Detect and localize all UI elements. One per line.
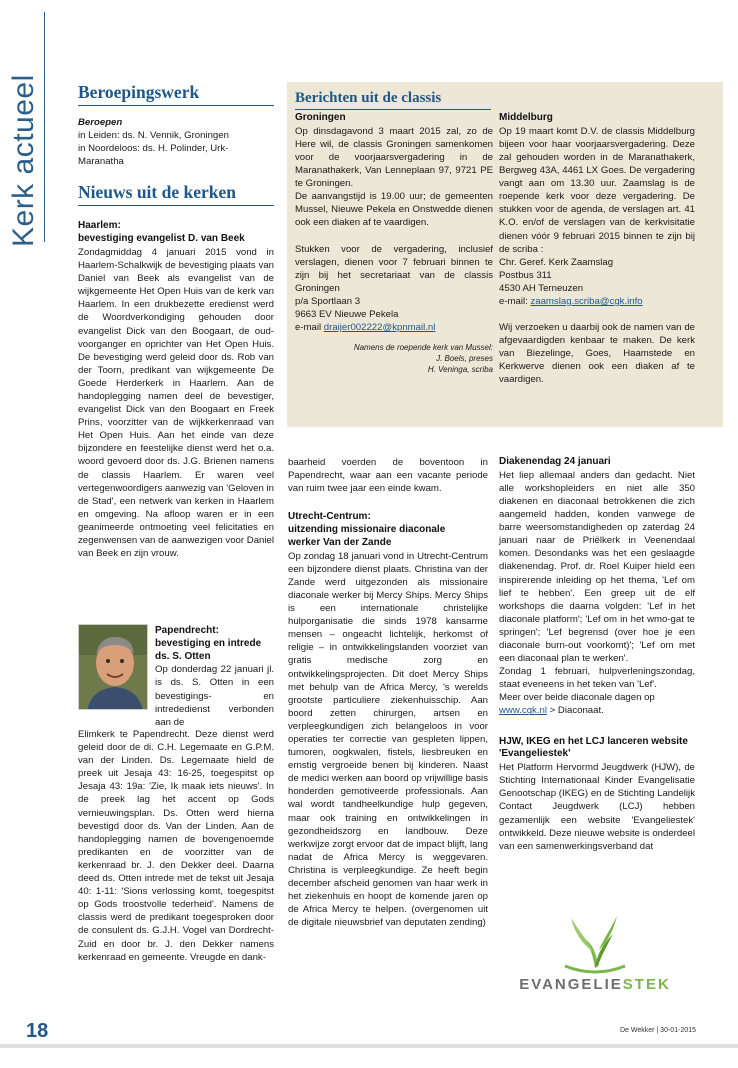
evangeliestek-logo — [498, 906, 692, 996]
haarlem-body: Zondagmiddag 4 januari 2015 vond in Haarlem-Schalkwijk de bevestiging plaats van Daniel van Beek als evangelist van de wijkgemeente Het Open Huis van de kerk van Haarlem. In een drukbezette eredienst werd de Woordverkondiging gehouden door evangelist Dick van den Boogaart, de oud-voorganger en oprichter van Het Open Huis. De bevestiging werd geleid door ds. Rob van der Toorn, predikant van wijkgemeente De Goede Herderkerk in Haarlem. Aan de handoplegging namen deel de bevestiger, evangelist Dick van den Boogaart en Freek Prins, voorzitter van de wijkkerkenraad van Het Open Huis. Aan het einde van deze bijzondere en feestelijke dienst werd het o.a. woord gevoerd door ds. J.G. Brienen namens de classis Haarlem. Er waren veel vertegenwoordigers aanwezig van 'Geloven in de Stad', een netwerk van kerken in Haarlem en omgeving. Na afloop waren er in een geanimeerde ontmoeting veel felicitaties en zegenwensen van de aanwezigen voor Daniel van Beek en zijn vrouw. — [78, 246, 274, 560]
cgk-link[interactable]: www.cgk.nl — [499, 705, 547, 717]
groningen-body-2: De aanvangstijd is 19.00 uur; de gemeenten Mussel, Nieuwe Pekela en Onstwedde dienen ook een diaken af te vaardigen. — [295, 191, 493, 229]
groningen-sign-3: H. Veninga, scriba — [427, 365, 493, 375]
side-rule — [44, 12, 45, 242]
groningen-body-3: Stukken voor de vergadering, inclusief verslagen, dienen voor 7 februari binnen te zijn bij het secretariaat van de classis Groningen — [295, 243, 493, 294]
nieuws-heading: Nieuws uit de kerken — [78, 182, 236, 203]
papendrecht-heading-3: ds. S. Otten — [155, 650, 211, 662]
utrecht-heading-1: Utrecht-Centrum: — [288, 511, 371, 523]
middle-column — [288, 456, 488, 929]
groningen-body-1: Op dinsdagavond 3 maart 2015 zal, zo de Here wil, de classis Groningen samenkomen voor de voorjaarsvergadering in de Maranathakerk, Van Lenneplaan 97, 9721 PE te Groningen. — [295, 125, 493, 190]
hjw-heading-1: HJW, IKEG en het LCJ lanceren website — [499, 735, 688, 747]
middelburg-address-3: 4530 AH Terneuzen — [499, 282, 584, 294]
page-number: 18 — [26, 1020, 49, 1042]
middelburg-heading: Middelburg — [499, 112, 553, 123]
heading-rule — [78, 205, 274, 206]
groningen-heading: Groningen — [295, 112, 346, 123]
portrait-photo — [78, 624, 148, 710]
beroepingswerk-heading: Beroepingswerk — [78, 82, 200, 102]
groningen-email-line — [295, 321, 493, 334]
haarlem-heading-2: bevestiging evangelist D. van Beek — [78, 233, 245, 245]
diakenendag-body-3 — [499, 691, 695, 717]
logo-text-green: STEK — [622, 976, 671, 993]
groningen-block — [295, 112, 493, 375]
utrecht-body: Op zondag 18 januari vond in Utrecht-Centrum een bijzondere dienst plaats. Christina van der Zande werd uitgezonden als missionaire diaconale werker bij Mercy Ships. Mercy Ships is een internationale christelijke hulporganisatie die sinds 1978 kansarme mensen – ongeacht lichtelijk, herkomst of religie – in ontwikkelingslanden voorziet van gratis medische zorg en ontwikkelingsprojecten. Dit doet Mercy Ships met behulp van de Africa Mercy, 's werelds grootste particuliere ziekenhuisschip. Aan boord zetten chirurgen, artsen en verpleegkundigen zich belangeloos in voor operaties ter correctie van gespleten lippen, tumoren, oogkwalen, fistels, liesbreuken en ernstig vergroeide benen bij kinderen. Naast de medici werken aan boord op vrijwillige basis honderden gemotiveerde professionals. Aan wal wordt tandheelkundige hulp gegeven, maar ook training en ontwikkelingen in gezondheidszorg en landbouw. Deze werkwijze zorgt ervoor dat de impact blijft, lang nadat de Africa Mercy is weggevaren. Christina is verpleegkundige. Ze heeft begin december afscheid genomen van haar werk in het ziekenhuis en hoopt de komende jaren op de Africa Mercy te helpen. (overgenomen uit de digitale nieuwsbrief van deputaten zending) — [288, 550, 488, 929]
classis-box — [287, 82, 723, 427]
beroepen-line-1: in Leiden: ds. N. Vennik, Groningen — [78, 130, 229, 142]
heading-rule — [78, 105, 274, 106]
classis-heading: Berichten uit de classis — [295, 90, 442, 106]
papendrecht-block — [155, 625, 274, 729]
papendrecht-heading-1: Papendrecht: — [155, 625, 219, 636]
papendrecht-heading-2: bevestiging en intrede — [155, 637, 262, 649]
groningen-email-label: e-mail — [295, 322, 322, 334]
heading-rule — [295, 109, 491, 110]
section-side-label — [4, 60, 44, 260]
hjw-body: Het Platform Hervormd Jeugdwerk (HJW), de Stichting Internationaal Kinder Evangelisatie Genootschap (IKEG) en de Stichting Landelijk Contact Jeugdwerk (LCJ) hebben gezamenlijk een website 'Evangeliestek' ontwikkeld. Deze nieuwe website is onderdeel van een samenwerkingsverband dat — [499, 762, 695, 852]
middelburg-email-label: e-mail: — [499, 296, 528, 308]
beroepen-line-3: Maranatha — [78, 156, 124, 168]
diakenendag-more-text: Meer over beide diaconale dagen op — [499, 692, 655, 704]
utrecht-heading-2: uitzending missionaire diaconale — [288, 524, 446, 536]
left-column — [78, 82, 274, 560]
hjw-heading-2: 'Evangeliestek' — [499, 748, 571, 760]
haarlem-heading-1: Haarlem: — [78, 220, 121, 232]
papendrecht-intro: Op donderdag 22 januari jl. is ds. S. Otten in een bevestigings- en intrededienst verbonden aan de — [155, 664, 274, 728]
middelburg-email-link[interactable]: zaamslag.scriba@cgk.info — [530, 296, 643, 308]
middelburg-address-1: Chr. Geref. Kerk Zaamslag — [499, 256, 614, 268]
middelburg-body-2: Wij verzoeken u daarbij ook de namen van de afgevaardigden kenbaar te maken. De kerk van Biezelinge, Goes, Haamstede en Kerkwerve dienen ook een diaken af te vaardigen. — [499, 322, 695, 386]
classis-title-block — [295, 90, 495, 110]
beroepen-line-2: in Noordeloos: ds. H. Polinder, Urk- — [78, 143, 229, 155]
utrecht-heading-3: werker Van der Zande — [288, 536, 392, 548]
groningen-address-1: p/a Sportlaan 3 — [295, 295, 361, 307]
groningen-address-2: 9663 EV Nieuwe Pekela — [295, 309, 399, 321]
groningen-sign-2: J. Boels, preses — [436, 354, 493, 364]
diakenendag-body: Het liep allemaal anders dan gedacht. Niet alle workshopleiders en niet alle 350 diakenen en diaconaal betrokkenen die zich aangemeld hadden, konden vanwege de barre weersomstandigheden op zaterdag 24 januari naar de Priëlkerk in Veenendaal komen. Desondanks was het een geslaagde diakenendag. Prof. dr. Roel Kuiper hield een inspirerende inleiding op het thema, 'Lef om lief te hebben'. Een greep uit de elf workshops die daarna volgden: 'Lef in het diaconale platform'; 'Lef om in het wmo-gat te springen'; 'Lef begrensd (over hoe je een diaconale burn-out voorkomt)'; 'Lef om met een diaconaal plan te werken'. — [499, 469, 695, 665]
right-column — [499, 456, 695, 853]
logo-text-grey: EVANGELIE — [519, 976, 623, 993]
middelburg-body-1: Op 19 maart komt D.V. de classis Middelburg bijeen voor haar voorjaarsvergadering. Deze zal gehouden worden in de Maranathakerk, Bergweg 43A, 4461 LX Goes. De vergadering vangt aan om 13.30 uur. Zaamslag is de roepende kerk voor deze vergadering. De stukken voor de agenda, de verslagen art. 41 K.O. en/of de verslagen van de kerkvisitatie dienen vóór 9 februari 2015 binnen te zijn bij de scriba : — [499, 125, 695, 255]
groningen-sign-1: Namens de roepende kerk van Mussel: — [353, 343, 493, 353]
footer-info: De Wekker | 30-01-2015 — [619, 1027, 696, 1034]
papendrecht-body: Elimkerk te Papendrecht. Deze dienst werd geleid door de di. C.H. Legemaate en G.P.M. van der Linden. Ds. Legemaate hield de preek uit Jesaja 43: 16-25, toegespitst op Jesaja 43: 19a: 'Zie, Ik maak iets nieuws'. In de preek lag het accent op Gods vernieuwingsplan. Ds. Otten werd hierna bevestigd door ds. Van der Linden. Aan de handoplegging namen de bovengenoemde predikanten en de voorzitter van de kerkenraad br. J. den Dekker deel. Daarna deed ds. Otten intrede met de tekst uit Jesaja 40: 1-11: 'Sions verlossing komt, toegespitst op Gods troostvolle tederheid'. Namens de classis werd de predikant toegesproken door de consulent ds. G.J.H. Vogel van Dordrecht-Zuid en door br. J. den Dekker namens kerkenraad en gemeente. Vreugde en dank- — [78, 729, 274, 963]
middelburg-address-2: Postbus 311 — [499, 269, 552, 281]
diakenendag-link-suffix: > Diaconaat. — [546, 705, 604, 717]
diakenendag-body-2: Zondag 1 februari, hulpverleningszondag, staat eveneens in het teken van 'Lef'. — [499, 666, 695, 691]
middelburg-block — [499, 112, 695, 387]
groningen-email-link[interactable]: draijer002222@kpnmail.nl — [323, 322, 436, 334]
section-label-text: Kerk actueel — [7, 74, 40, 247]
footer-rule — [0, 1044, 738, 1048]
diakenendag-heading: Diakenendag 24 januari — [499, 456, 611, 467]
beroepen-label: Beroepen — [78, 117, 123, 128]
papendrecht-continuation: baarheid voerden de boventoon in Papendrecht, waar aan een vacante periode van ruim twee jaar een einde kwam. — [288, 457, 488, 495]
logo-wordmark — [498, 976, 692, 993]
middelburg-email-line — [499, 295, 695, 308]
